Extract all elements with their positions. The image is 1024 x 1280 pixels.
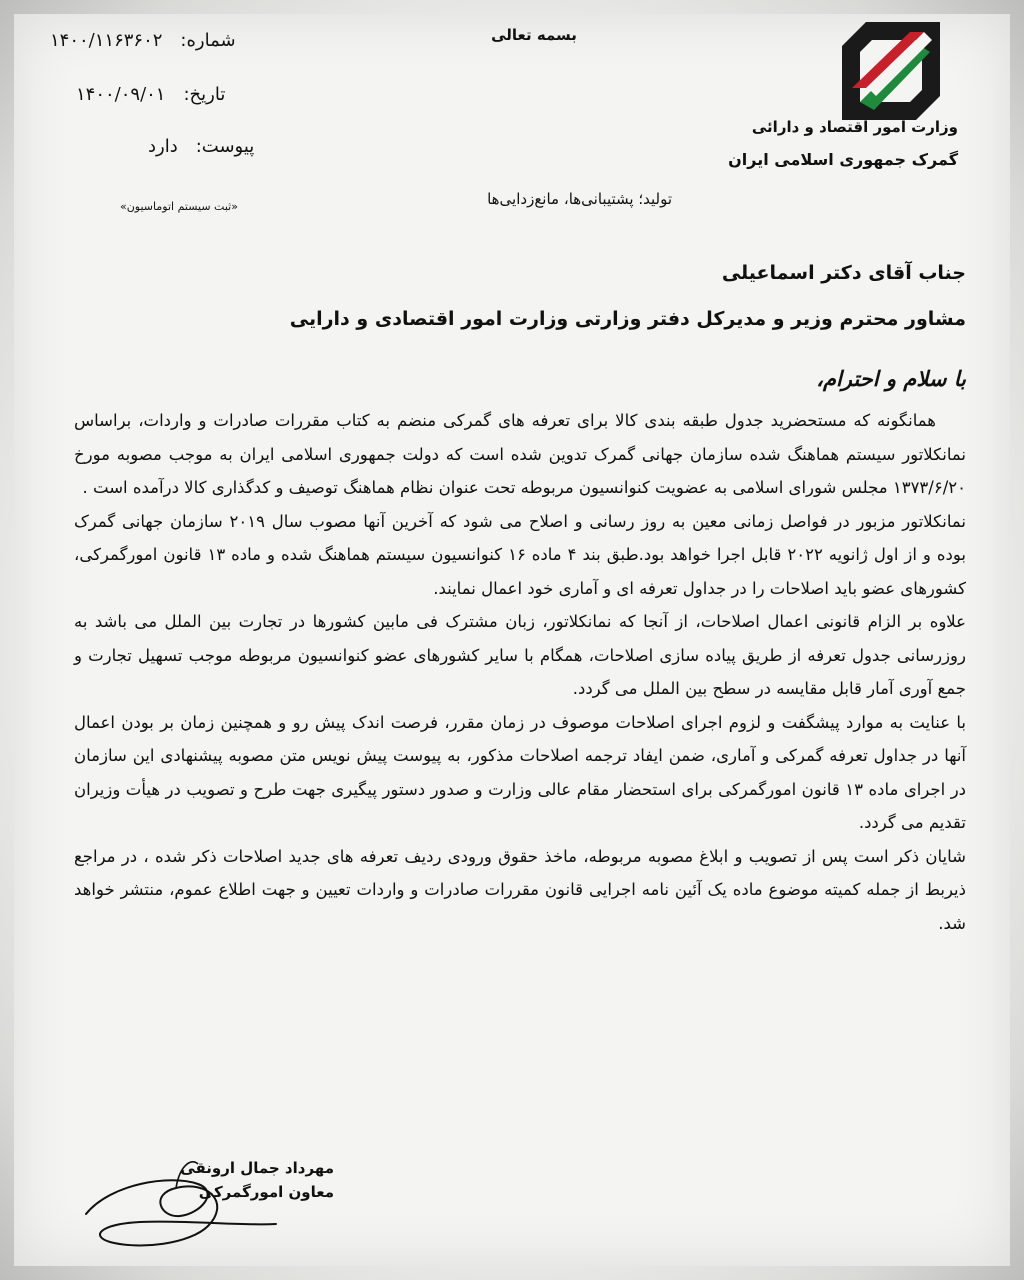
paragraph: با عنایت به موارد پیشگفت و لزوم اجرای اصلاحات موصوف در زمان مقرر، فرصت اندک پیش رو و همچنین زمان بر بودن اعمال آنها در جداول تعرفه گمرکی و آماری، ضمن ایفاد ترجمه اصلاحات مذکور، به پیوست پیش نویس متن مصوبه پیشنهادی این سازمان در اجرای ماده ۱۳ قانون امورگمرکی برای استحضار مقام عالی وزارت و صدور دستور پیگیری جهت طرح و تصویب در هیأت وزیران تقدیم می گردد. [74,712,967,832]
letter-number [50,30,236,51]
handwritten-signature [80,1154,280,1254]
attachment-value: دارد [148,136,178,157]
recipient-title: مشاور محترم وزیر و مدیرکل دفتر وزارتی وزارت امور اقتصادی و دارایی [289,308,966,330]
number-value: ۱۴۰۰/۱۱۶۳۶۰۲ [50,30,163,51]
number-label: شماره: [180,30,236,51]
recipient [290,260,966,332]
recipient-name: جناب آقای دکتر اسماعیلی [721,262,966,284]
letter-body [74,404,966,940]
date-value: ۱۴۰۰/۰۹/۰۱ [76,84,166,105]
date-label: تاریخ: [183,84,226,105]
greeting: با سلام و احترام، [816,366,966,391]
letter-page [14,14,1010,1266]
attachment-label: پیوست: [195,136,255,157]
automation-stamp: «ثبت سیستم اتوماسیون» [120,200,238,213]
customs-logo [838,18,944,124]
signer-title: معاون امورگمرکی [198,1183,334,1201]
cc-line: تولید؛ پشتیبانی‌ها، مانع‌زدایی‌ها [487,190,672,208]
customs-name: گمرک جمهوری اسلامی ایران [728,150,958,169]
letter-date [76,84,225,105]
letter-attachment [148,136,254,157]
ministry-name: وزارت امور اقتصاد و دارائی [751,118,958,136]
paragraph: علاوه بر الزام قانونی اعمال اصلاحات، از آنجا که نمانکلاتور، زبان مشترک فی مابین کشورها در تجارت بین الملل می باشد به روزرسانی جدول تعرفه از طریق پیاده سازی اصلاحات، همگام با سایر کشورهای عضو کنوانسیون مربوطه موجب تسهیل تجارت و جمع آوری آمار قابل مقایسه در سطح بین الملل می گردد. [74,612,966,698]
paragraph: همانگونه که مستحضرید جدول طبقه بندی کالا برای تعرفه های گمرکی منضم به کتاب مقررات صادرات و واردات، براساس نمانکلاتور سیستم هماهنگ شده سازمان جهانی گمرک تدوین شده است که دولت جمهوری اسلامی ایران به موجب مصوبه مورخ ۱۳۷۳/۶/۲۰ مجلس شورای اسلامی به عضویت کنوانسیون مربوطه تحت عنوان نظام هماهنگ توصیف و کدگذاری کالا درآمده است . [74,411,966,497]
paragraph: شایان ذکر است پس از تصویب و ابلاغ مصوبه مربوطه، ماخذ حقوق ورودی ردیف تعرفه های جدید اصلاحات ذکر شده ، در مراجع ذیربط از جمله کمیته موضوع ماده یک آئین نامه اجرایی قانون مقررات صادرات و واردات تعیین و جهت اطلاع عموم، منتشر خواهد شد. [74,846,966,933]
bismillah: بسمه تعالی [491,26,577,44]
signer-name: مهرداد جمال ارونقی [180,1159,334,1177]
paragraph: نمانکلاتور مزبور در فواصل زمانی معین به روز رسانی و اصلاح می شود که آخرین آنها مصوب سال ۲۰۱۹ سازمان جهانی گمرک بوده و از اول ژانویه ۲۰۲۲ قابل اجرا خواهد بود.طبق بند ۴ ماده ۱۶ کنوانسیون سیستم هماهنگ شده و ماده ۱۳ قانون امورگمرکی، کشورهای عضو باید اصلاحات را در جداول تعرفه ای و آماری خود اعمال نمایند. [74,511,967,598]
